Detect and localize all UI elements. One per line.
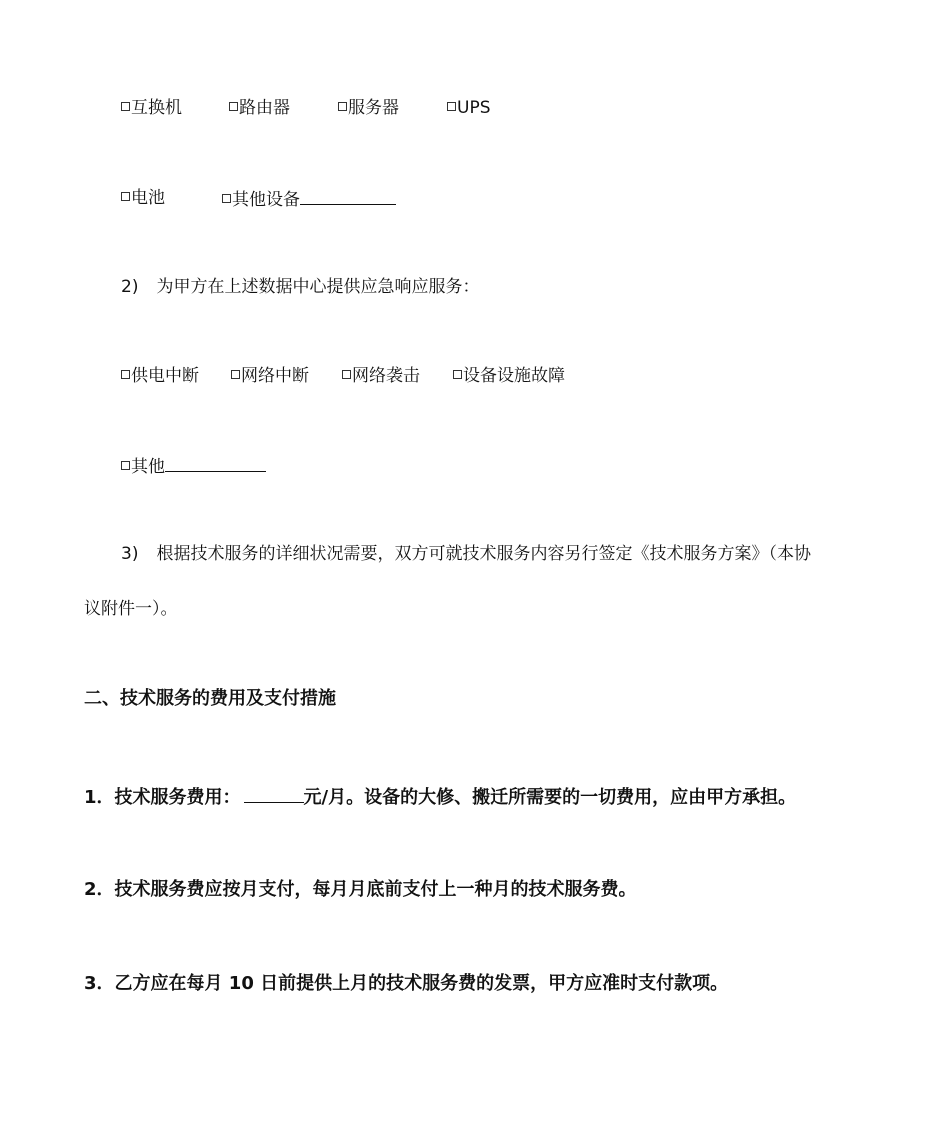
clause-2: 2．技术服务费应按月支付，每月月底前支付上一种月的技术服务费。 (84, 879, 637, 900)
clause-3: 3．乙方应在每月 10 日前提供上月的技术服务费的发票，甲方应准时支付款项。 (84, 973, 729, 994)
checkbox-icon[interactable] (338, 102, 347, 111)
fill-in-blank[interactable] (165, 453, 266, 472)
clause-suffix: 元/月。设备的大修、搬迁所需要的一切费用，应由甲方承担。 (303, 787, 797, 808)
option-label: 网络中断 (241, 366, 309, 386)
checkbox-icon[interactable] (121, 461, 130, 470)
item-text: 根据技术服务的详细状况需要，双方可就技术服务内容另行签定《技术服务方案》（本协 (156, 544, 811, 564)
checkbox-option-network-outage[interactable] (231, 364, 309, 388)
section-heading: 二、技术服务的费用及支付措施 (84, 688, 336, 709)
checkbox-icon[interactable] (121, 192, 130, 201)
checkbox-option-battery[interactable] (121, 186, 165, 210)
item-number: 3) (121, 544, 139, 564)
checkbox-option-router[interactable] (229, 96, 290, 120)
item-2 (121, 275, 479, 299)
item-text: 为甲方在上述数据中心提供应急响应服务： (156, 277, 480, 297)
checkbox-icon[interactable] (222, 194, 231, 203)
option-label: 网络袭击 (352, 366, 420, 386)
checkbox-icon[interactable] (453, 370, 462, 379)
item-3-line-2 (84, 597, 178, 621)
item-number: 2) (121, 277, 139, 297)
option-label: 设备设施故障 (463, 366, 565, 386)
checkbox-option-other[interactable] (121, 453, 266, 479)
checkbox-icon[interactable] (229, 102, 238, 111)
checkbox-option-ups[interactable] (447, 96, 491, 120)
option-label: 路由器 (239, 98, 290, 118)
clause-prefix: 1．技术服务费用： (84, 787, 241, 808)
clause-1 (84, 784, 796, 810)
checkbox-icon[interactable] (342, 370, 351, 379)
option-label: 服务器 (348, 98, 399, 118)
checkbox-icon[interactable] (447, 102, 456, 111)
checkbox-option-switch[interactable] (121, 96, 182, 120)
option-label: 其他设备 (232, 190, 300, 210)
checkbox-option-server[interactable] (338, 96, 399, 120)
option-label: 其他 (131, 457, 165, 477)
checkbox-option-power-outage[interactable] (121, 364, 199, 388)
item-3-line-1 (121, 542, 811, 566)
fee-blank[interactable] (244, 784, 304, 803)
checkbox-icon[interactable] (121, 102, 130, 111)
item-text: 议附件一）。 (84, 599, 178, 619)
fill-in-blank[interactable] (300, 186, 396, 205)
checkbox-option-equipment-failure[interactable] (453, 364, 565, 388)
option-label: 电池 (131, 188, 165, 208)
option-label: 互换机 (131, 98, 182, 118)
checkbox-option-network-attack[interactable] (342, 364, 420, 388)
option-label: UPS (457, 98, 491, 118)
checkbox-option-other-equipment[interactable] (222, 186, 396, 212)
option-label: 供电中断 (131, 366, 199, 386)
checkbox-icon[interactable] (231, 370, 240, 379)
checkbox-icon[interactable] (121, 370, 130, 379)
